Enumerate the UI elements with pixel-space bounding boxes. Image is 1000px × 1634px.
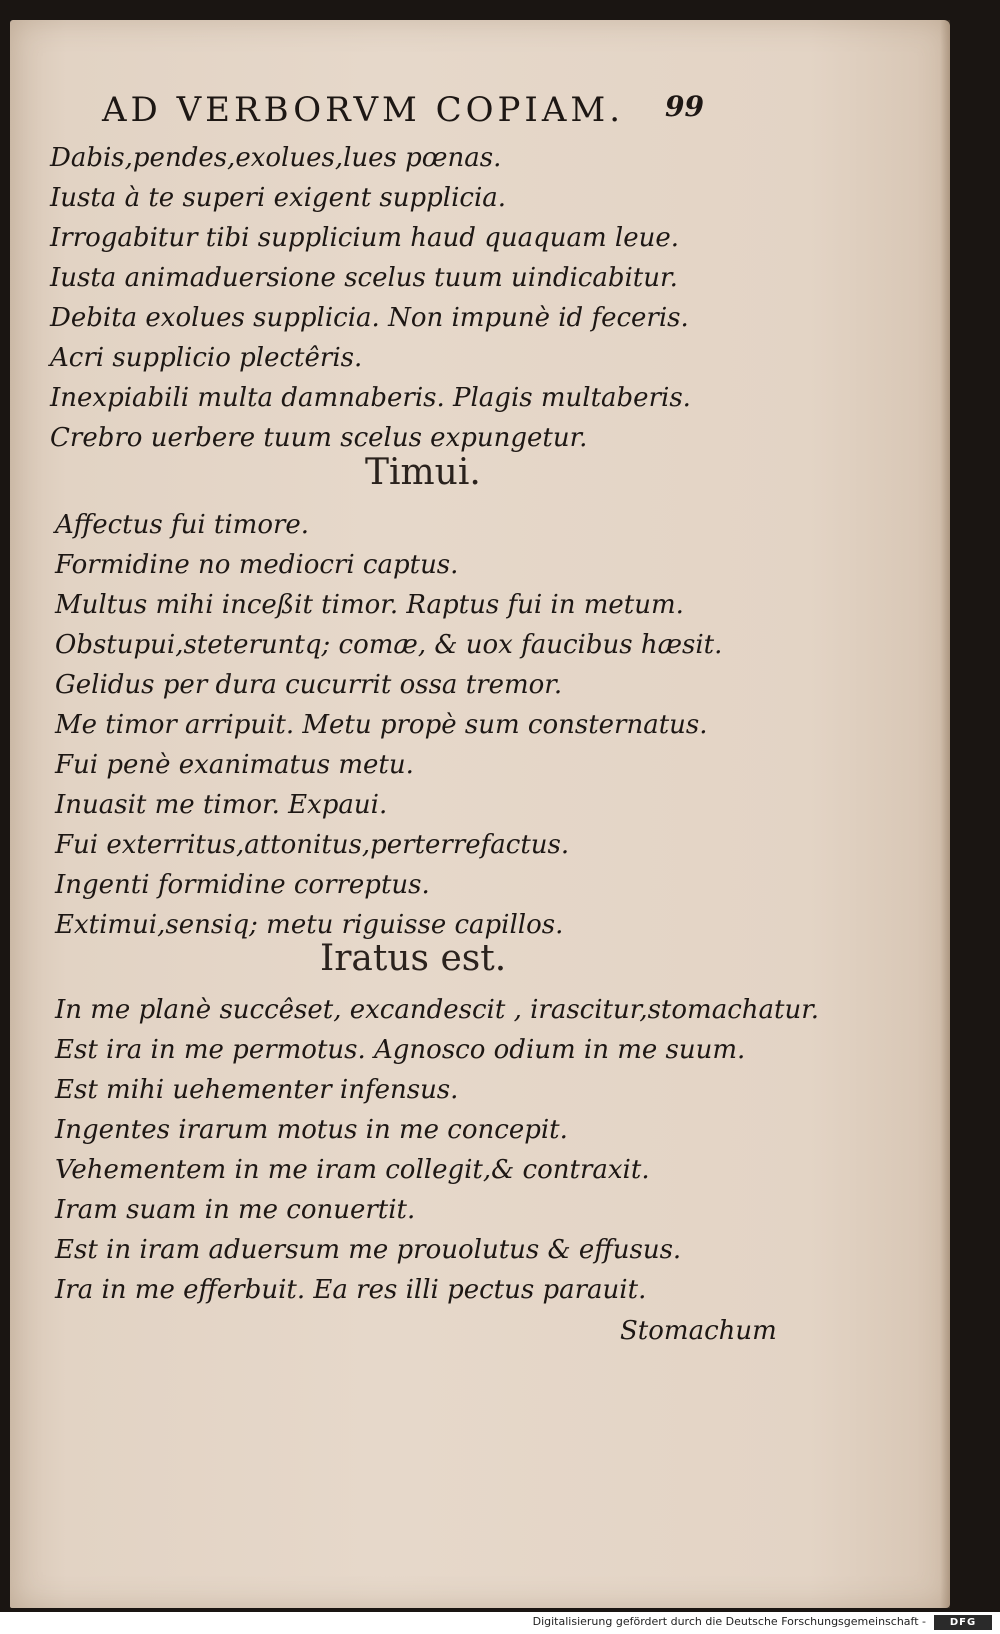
text-line: Est mihi uehementer infensus. <box>55 1075 459 1105</box>
text-line: Crebro uerbere tuum scelus expungetur. <box>50 423 588 453</box>
text-line: Ingentes irarum motus in me concepit. <box>55 1115 568 1145</box>
text-line: Iusta à te superi exigent supplicia. <box>50 183 507 213</box>
dfg-logo-icon: DFG <box>934 1615 992 1630</box>
text-line: Me timor arripuit. Metu propè sum consternatus. <box>55 710 708 740</box>
text-line: Vehementem in me iram collegit,& contraxit. <box>55 1155 650 1185</box>
page-number: 99 <box>665 90 704 123</box>
text-line: Debita exolues supplicia. Non impunè id feceris. <box>50 303 689 333</box>
text-line: Inexpiabili multa damnaberis. Plagis multaberis. <box>50 383 691 413</box>
text-line: Affectus fui timore. <box>55 510 310 540</box>
text-line: Formidine no mediocri captus. <box>55 550 459 580</box>
text-line: Ira in me efferbuit. Ea res illi pectus parauit. <box>55 1275 647 1305</box>
section-iratus <box>55 990 819 1310</box>
running-header: AD VERBORVM COPIAM. <box>102 90 625 130</box>
text-line: Est in iram aduersum me prouolutus & effusus. <box>55 1235 682 1265</box>
text-line: Iram suam in me conuertit. <box>55 1195 416 1225</box>
text-line: Gelidus per dura cucurrit ossa tremor. <box>55 670 563 700</box>
text-line: Fui exterritus,attonitus,perterrefactus. <box>55 830 570 860</box>
book-page <box>10 20 950 1608</box>
text-line: Dabis,pendes,exolues,lues pœnas. <box>50 143 502 173</box>
footer-credit: Digitalisierung gefördert durch die Deutsche Forschungsgemeinschaft - <box>532 1615 926 1628</box>
section-heading-iratus: Iratus est. <box>320 938 507 979</box>
section-punishment <box>50 138 691 458</box>
text-line: Iusta animaduersione scelus tuum uindicabitur. <box>50 263 678 293</box>
text-line: Ingenti formidine correptus. <box>55 870 430 900</box>
text-line: Est ira in me permotus. Agnosco odium in me suum. <box>55 1035 746 1065</box>
text-line: Fui penè exanimatus metu. <box>55 750 414 780</box>
footer-bar <box>0 1612 1000 1634</box>
text-line: In me planè succêset, excandescit , irascitur,stomachatur. <box>55 995 820 1025</box>
text-line: Irrogabitur tibi supplicium haud quaquam leue. <box>50 223 680 253</box>
catchword: Stomachum <box>620 1316 777 1346</box>
section-timui <box>55 505 722 945</box>
text-line: Multus mihi inceßit timor. Raptus fui in metum. <box>55 590 684 620</box>
section-heading-timui: Timui. <box>365 452 481 493</box>
text-line: Inuasit me timor. Expaui. <box>55 790 388 820</box>
text-line: Obstupui,steteruntq; comæ, & uox faucibus hæsit. <box>55 630 723 660</box>
text-line: Extimui,sensiq; metu riguisse capillos. <box>55 910 564 940</box>
text-line: Acri supplicio plectêris. <box>50 343 363 373</box>
